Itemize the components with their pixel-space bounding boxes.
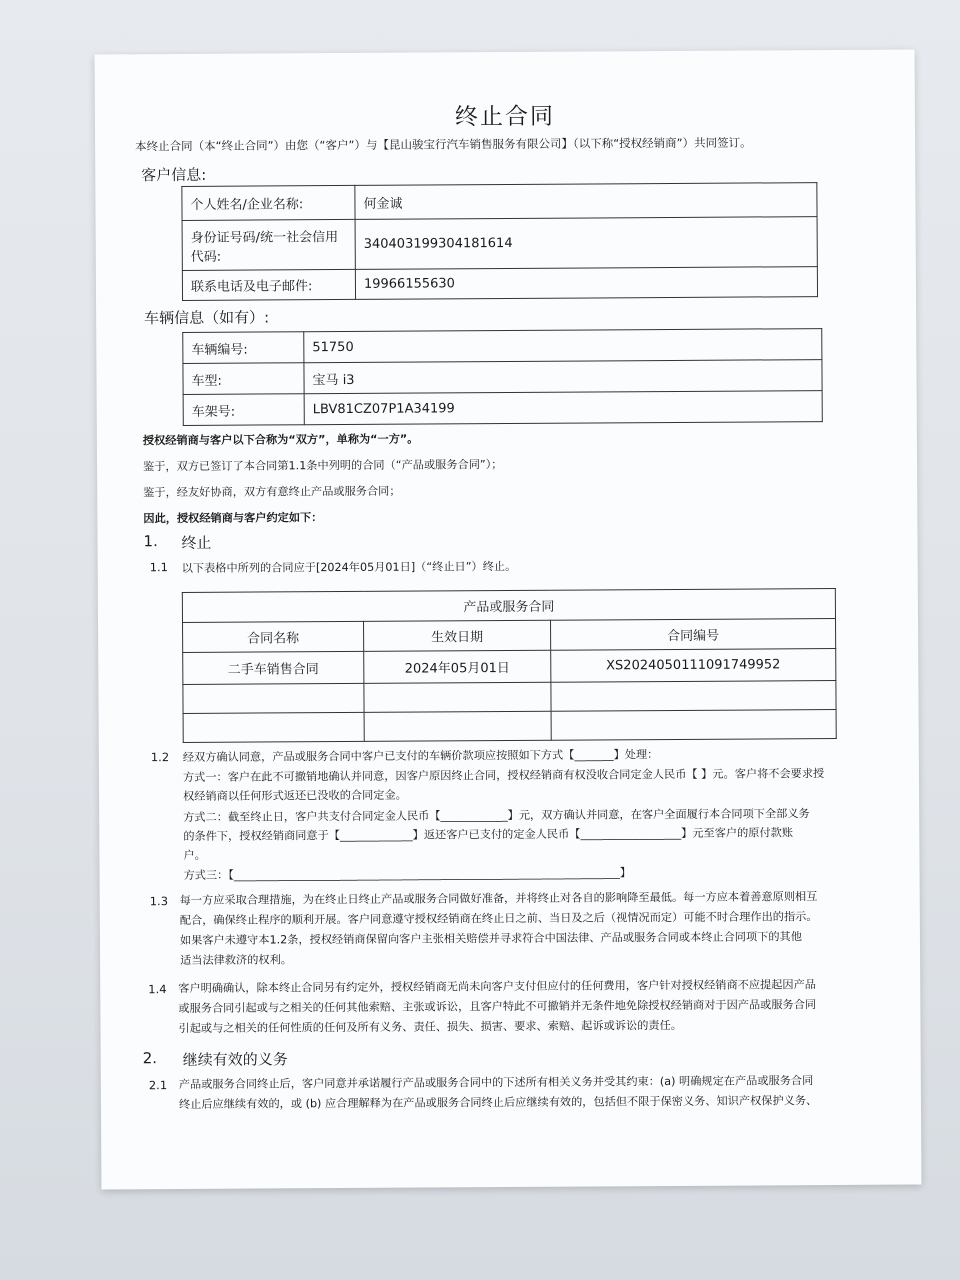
- customer-info-label: 客户信息:: [141, 165, 207, 185]
- customer-info-table: [181, 182, 818, 301]
- whereas-clause-1: 鉴于，双方已签订了本合同第1.1条中列明的合同（“产品或服务合同”）；: [143, 458, 503, 474]
- document-page: [95, 50, 922, 1190]
- table-row: [182, 183, 817, 221]
- table-row: [182, 217, 817, 271]
- clause-1-2-option1-a: 方式一：客户在此不可撤销地确认并同意，因客户原因终止合同，授权经销商有权没收合同定金人民币【 】元。客户将不会要求授: [182, 767, 825, 784]
- vehicle-model-label: 车型:: [183, 363, 304, 395]
- table-row: [182, 267, 817, 301]
- customer-id-value: 340403199304181614: [355, 217, 817, 270]
- clause-1-3-number: 1.3: [149, 894, 169, 909]
- clause-1-4-number: 1.4: [148, 982, 167, 997]
- intro-text: 本终止合同（本“终止合同”）由您（“客户”）与【昆山骏宝行汽车销售服务有限公司】（以下称“授权经销商”）共同签订。: [135, 135, 752, 154]
- clause-1-4-line-2: 或服务合同引起或与之相关的任何其他索赔、主张或诉讼，且客户特此不可撤销并无条件地免除授权经销商对于因产品或服务合同: [178, 998, 817, 1016]
- vehicle-model-value: 宝马 i3: [304, 360, 822, 394]
- section-1-number: 1.: [143, 532, 158, 551]
- section-2-title: 继续有效的义务: [182, 1050, 288, 1069]
- clause-1-2-option3: 方式三：【_____________________________________________________________________】: [183, 866, 632, 882]
- table-row: [183, 360, 822, 395]
- vehicle-number-value: 51750: [304, 329, 822, 363]
- clause-1-3-line-1: 每一方应采取合理措施，为在终止日终止产品或服务合同做好准备，并将终止对各自的影响降至最低。每一方应本着善意原则相互: [179, 890, 818, 908]
- therefore-clause: 因此，授权经销商与客户约定如下：: [143, 511, 323, 526]
- clause-1-3-line-4: 适当法律救济的权利。: [180, 953, 293, 968]
- clause-2-1-number: 2.1: [148, 1078, 168, 1093]
- customer-id-label: 身份证号码/统一社会信用代码:: [182, 219, 355, 270]
- vehicle-number-label: 车辆编号:: [183, 332, 304, 364]
- vehicle-vin-value: LBV81CZ07P1A34199: [304, 391, 822, 425]
- customer-name-value: 何金诚: [355, 183, 817, 220]
- table-row: [183, 618, 836, 652]
- section-1-title: 终止: [181, 533, 212, 552]
- document-title: 终止合同: [454, 103, 556, 131]
- table-row: [183, 391, 822, 426]
- vehicle-info-label: 车辆信息（如有）:: [144, 308, 270, 328]
- clause-1-2-number: 1.2: [150, 750, 170, 765]
- clause-2-1-line-2: 终止后应继续有效的，或 (b) 应合理解释为在产品或服务合同终止后应继续有效的，包括但不限于保密义务、知识产权保护义务、: [178, 1094, 818, 1112]
- contract-table-caption: 产品或服务合同: [182, 589, 835, 623]
- vehicle-info-table: [182, 328, 823, 426]
- cell-contract-name: 二手车销售合同: [183, 651, 364, 684]
- cell-effective-date: 2024年05月01日: [364, 650, 551, 683]
- clause-1-1-number: 1.1: [149, 560, 169, 575]
- table-row: [183, 709, 836, 742]
- customer-name-label: 个人姓名/企业名称:: [182, 185, 355, 220]
- header-contract-number: 合同编号: [551, 618, 836, 650]
- table-row: [183, 680, 836, 713]
- whereas-clause-2: 鉴于，经友好协商，双方有意终止产品或服务合同；: [143, 484, 401, 500]
- clause-1-2-option2-a: 方式二：截至终止日，客户共支付合同定金人民币【____________】元，双方确认并同意，在客户全面履行本合同项下全部义务: [183, 807, 810, 824]
- clause-1-4-line-1: 客户明确确认，除本终止合同另有约定外，授权经销商无尚未向客户支付但应付的任何费用，客户针对授权经销商不应提起因产品: [178, 978, 816, 996]
- vehicle-vin-label: 车架号:: [183, 394, 304, 426]
- table-row: [183, 648, 836, 684]
- parties-definition: 授权经销商与客户以下合称为“双方”，单称为“一方”。: [142, 432, 419, 448]
- table-row: [183, 329, 822, 364]
- customer-contact-label: 联系电话及电子邮件:: [182, 269, 355, 300]
- clause-2-1-line-1: 产品或服务合同终止后，客户同意并承诺履行产品或服务合同中的下述所有相关义务并受其约束：(a) 明确规定在产品或服务合同: [178, 1074, 814, 1092]
- section-2-number: 2.: [142, 1049, 158, 1068]
- clause-1-3-line-2: 配合，确保终止程序的顺利开展。客户同意遵守授权经销商在终止日之前、当日及之后（视情况而定）可能不时合理作出的指示。: [179, 910, 818, 928]
- clause-1-2-option2-c: 户。: [183, 848, 206, 862]
- clause-1-3-line-3: 如果客户未遵守本1.2条，授权经销商保留向客户主张相关赔偿并寻求符合中国法律、产品或服务合同或本终止合同项下的其他: [179, 930, 802, 948]
- customer-contact-value: 19966155630: [355, 267, 817, 300]
- clause-1-4-line-3: 引起或与之相关的任何性质的任何及所有义务、责任、损失、损害、要求、索赔、起诉或诉讼的责任。: [178, 1018, 682, 1036]
- clause-1-2-option1-b: 权经销商以任何形式返还已没收的合同定金。: [183, 788, 407, 803]
- header-effective-date: 生效日期: [364, 620, 551, 651]
- clause-1-2-intro: 经双方确认同意，产品或服务合同中客户已支付的车辆价款项应按照如下方式【_______】处理：: [182, 748, 659, 764]
- clause-1-2-option2-b: 的条件下，授权经销商同意于【_____________】返还客户已支付的定金人民币【__________________】元至客户的原付款账: [183, 826, 794, 843]
- contract-table: [182, 588, 837, 743]
- clause-1-1-text: 以下表格中所列的合同应于[2024年05月01日]（“终止日”）终止。: [181, 559, 517, 575]
- table-row: [182, 589, 835, 623]
- cell-contract-number: XS2024050111091749952: [551, 648, 836, 682]
- header-contract-name: 合同名称: [183, 621, 364, 652]
